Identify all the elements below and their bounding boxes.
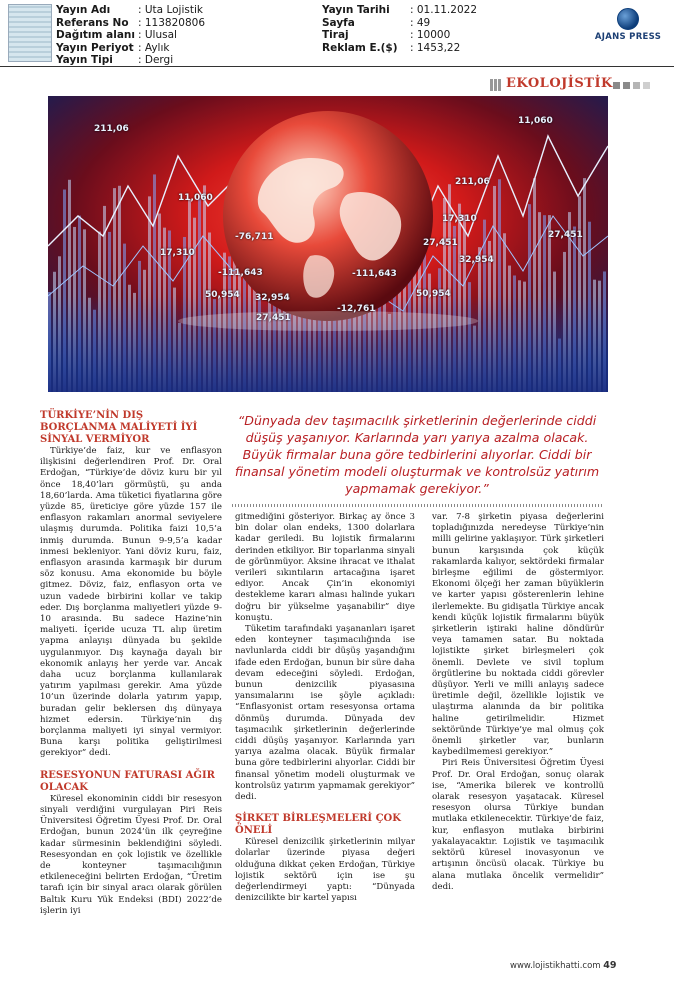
page-number: 49	[603, 960, 617, 971]
meta-row: Yayın Periyot : Aylık	[56, 41, 170, 54]
hero-number: 211,06	[94, 124, 129, 134]
hero-number: 27,451	[256, 313, 291, 323]
hero-number: 211,06	[455, 177, 490, 187]
hero-number: -76,711	[235, 232, 274, 242]
paragraph: Küresel ekonominin ciddi bir resesyon sinyali verdiğini vurgulayan Piri Reis Üniversitesi Öğretim Üyesi Prof. Dr. Oral Erdoğan, bunun 2024’ün ilk çeyreğine kadar sürmesinin beklendiğini söyledi. Resesyondan en çok lojistik ve özellikle de konteyner taşımacılığının etkileneceğini belirten Erdoğan, “Üretim tarafı için bir sinyal aracı olarak görülen Baltık Kuru Yük Endeksi (BDI) 2022’de işlerin iyi	[40, 793, 222, 916]
hero-number: 50,954	[416, 289, 451, 299]
article-column-1	[40, 410, 222, 917]
square-icon	[623, 82, 630, 89]
paragraph: Tüketim tarafındaki yaşananları işaret eden konteyner taşımacılığında ise navlunlarda ciddi bir düşüş yaşandığını ifade eden Erdoğan, bunun bir süre daha devam edeceğini söyledi. Erdoğan, bunun denizcilik piyasasına yansımalarını ise şöyle açıkladı: “Enflasyonist ortam resesyonsa ortama dönmüş durumda. Dünyada dev taşımacılık şirketlerinin değerlerinde ciddi düşüş yaşanıyor. Karlarında yarı yarıya azalma olacak. Büyük firmalar buna göre tedbirlerini alıyorlar. Ciddi bir finansal yönetim modeli oluşturmak ve kontrolsüz yatırım yapmamak gerekiyor” dedi.	[235, 624, 415, 803]
section-heading: RESESYONUN FATURASI AĞIR OLACAK	[40, 769, 215, 793]
square-icon	[633, 82, 640, 89]
paragraph: Piri Reis Üniversitesi Öğretim Üyesi Prof. Dr. Oral Erdoğan, sonuç olarak ise, “Amerika bilerek ve kontrollü olarak resesyon yaşatacak. Küresel resesyon olursa Türkiye bundan mutlaka etkilenecektir. Türkiye’de faiz, kur, enflasyon mutlaka birbirini yakalayacaktır. Lojistik ve taşımacılık sektörü küresel inovasyonun ve artışının öncüsü olacak. Türkiye bu alana mutlaka öncelik vermelidir” dedi.	[432, 758, 604, 892]
paragraph: gitmediğini gösteriyor. Birkaç ay önce 3 bin dolar olan endeks, 1300 dolarlara kadar geriledi. Bu lojistik firmalarını derinden etkiliyor. Bir toparlanma sinyali de görünmüyor. Aksine ihracat ve ithalat verileri sıkıntıların artacağına işaret ediyor. Ancak Çin’in ekonomiyi destekleme kararı alması halinde yukarı doğru bir yükselme yaşanabilir” diye konuştu.	[235, 512, 415, 623]
meta-row: Referans No : 113820806	[56, 16, 205, 29]
meta-row: Dağıtım alanı : Ulusal	[56, 29, 177, 41]
hero-number: 11,060	[178, 193, 213, 203]
page-footer	[510, 960, 617, 971]
quote-divider	[232, 504, 604, 507]
article-column-3	[432, 512, 604, 893]
hero-illustration	[48, 96, 608, 392]
meta-row: Reklam E.($) : 1453,22	[322, 41, 461, 54]
section-heading: ŞİRKET BİRLEŞMELERİ ÇOK ÖNELİ	[235, 813, 401, 837]
hero-number: 27,451	[423, 238, 458, 248]
paragraph: Küresel denizcilik şirketlerinin milyar dolarlar üzerinde piyasa değeri olduğuna dikkat çeken Erdoğan, Türkiye lojistik sektörü için ise şu değerlendirmeyi yaptı: “Dünyada denizcilikte bir kartel yapısı	[235, 837, 415, 904]
hero-number: 50,954	[205, 290, 240, 300]
grid-icon	[490, 79, 502, 91]
article-column-2	[235, 512, 415, 905]
meta-row: Sayfa : 49	[322, 16, 431, 29]
meta-row: Yayın Adı : Uta Lojistik	[56, 4, 203, 16]
meta-row: Yayın Tipi : Dergi	[56, 54, 174, 66]
publication-meta-right	[322, 4, 477, 54]
pull-quote: “Dünyada dev taşımacılık şirketlerinin değerlerinde ciddi düşüş yaşanıyor. Karlarında yarı yarıya azalma olacak. Büyük firmalar buna göre tedbirlerini alıyorlar. Ciddi bir finansal yönetim modeli oluşturmak ve kontrolsüz yatırım yapmamak gerekiyor.”	[234, 413, 600, 496]
hero-number: 11,060	[518, 116, 553, 126]
hero-number: 17,310	[160, 248, 195, 258]
paragraph: var. 7-8 şirketin piyasa değerlerini topladığınızda neredeyse Türkiye’nin milli gelirine yaklaşıyor. Türk şirketleri bunun karşısında çok küçük rakamlarda kalıyor, sektördeki firmalar birleşme eğilimi de göstermiyor. Ekonomi ölçeği her zaman büyüklerin ve karter yapısı gösterenlerin lehine ilerlemekte. Bu gidişatla Türkiye ancak kendi küçük lojistik firmalarını büyük şirketlerin iştiraki haline döndürür veya tamamen satar. Bu noktada lojistikte şirket birleşmeleri çok önemli. Devlete ve sivil toplum örgütlerine bu noktada ciddi görevler düşüyor. Yerli ve milli anlayış sadece üretimle değil, özellikle lojistik ve ulaştırma alanında da bir politika haline getirilmelidir. Hizmet sektöründe Türkiye’ye mal olmuş çok önemli şirketler var, bunların kaybedilmemesi gerekiyor.”	[432, 512, 604, 758]
hero-number: 17,310	[442, 214, 477, 224]
ajans-press-logo: AJANS PRESS	[588, 8, 668, 42]
hero-number: 32,954	[459, 255, 494, 265]
hero-number: -111,643	[218, 268, 263, 278]
square-icon	[613, 82, 620, 89]
hero-number: 32,954	[255, 293, 290, 303]
section-label: EKOLOJİSTİK	[490, 76, 670, 94]
paragraph: Türkiye’de faiz, kur ve enflasyon ilişkisini değerlendiren Prof. Dr. Oral Erdoğan, “Türkiye’de döviz kuru bir yıl önce 18,40’ları görmüştü, şu anda 18,60’larda. Ama tüketici fiyatlarına göre yüzde 85, üreticiye göre yüzde 157 ile enflasyon rakamları anormal seviyelere ulaşmış durumda. Politika faizi 10,5’a inmiş durumda. Bunun 9-9,5’a kadar inmesi bekleniyor. Yani döviz kuru, faiz, enflasyon arasında karmaşık bir durum söz konusu. Ama ekonomide bu böyle gitmez. Döviz, faiz, enflasyon orta ve uzun vadede birbirini kollar ve takip eder. Dış borçlanma maliyetleri yüzde 9-10 arasında. Bu sadece Hazine’nin maliyeti. İçeride ucuza TL alıp üretim yapma anlayışı dünyada bu şekilde uygulanmıyor. Dış kaynağa dayalı bir ekonomik anlayış her yerde var. Ancak daha ucuz borçlanma kullanılarak yatırım yapılması gerekir. Ama yüzde 10’un üzerinde dolarla yatırım yapıp, buradan gelir beklersen dış dünyaya hizmet edersin. Türkiye’nin dış borçlanma maliyeti iyi sinyal vermiyor. Buna karşı politika geliştirilmesi gerekiyor” dedi.	[40, 446, 222, 759]
clipping-header	[0, 0, 674, 66]
hero-number: -111,643	[352, 269, 397, 279]
hero-globe-image	[48, 96, 608, 392]
header-divider	[0, 66, 674, 67]
meta-row: Yayın Tarihi : 01.11.2022	[322, 4, 477, 16]
page-thumbnail	[8, 4, 52, 62]
hero-number: 27,451	[548, 230, 583, 240]
publication-meta-left	[56, 4, 205, 67]
footer-site: www.lojistikhatti.com	[510, 961, 601, 971]
globe-icon	[617, 8, 639, 30]
hero-number: -12,761	[337, 304, 376, 314]
meta-row: Tiraj : 10000	[322, 29, 451, 41]
section-heading: TÜRKİYE’NİN DIŞ BORÇLANMA MALİYETİ İYİ SİNYAL VERMİYOR	[40, 410, 198, 445]
square-icon	[643, 82, 650, 89]
